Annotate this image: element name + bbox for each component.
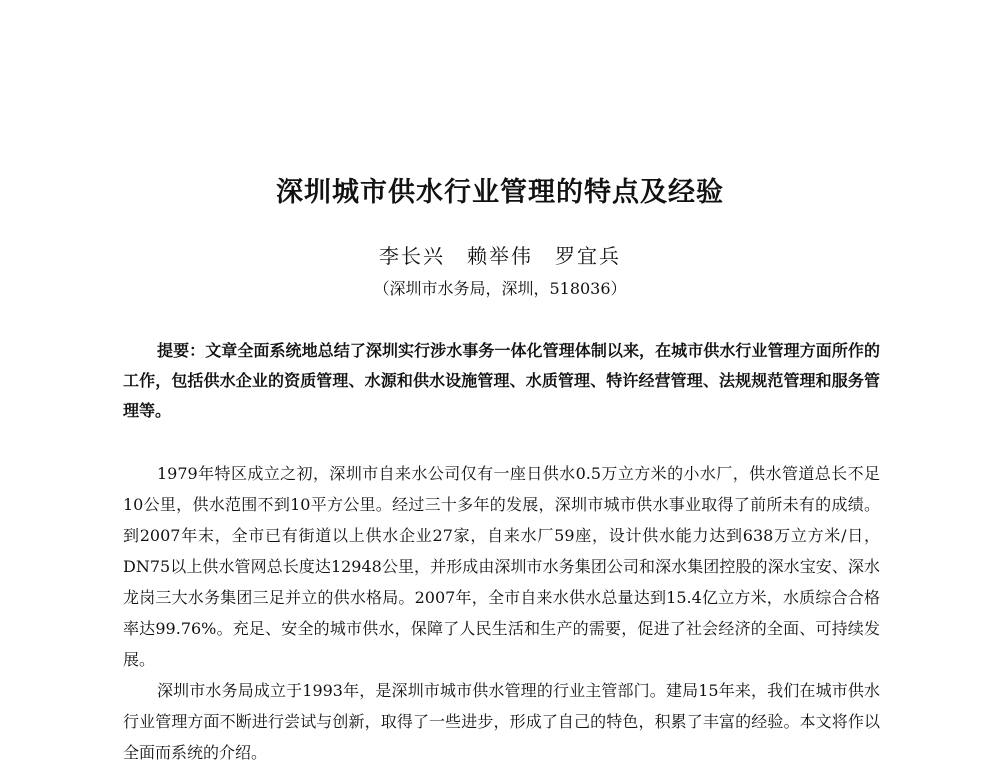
author-list: 李长兴 赖举伟 罗宜兵 (379, 244, 621, 268)
author-affiliation: （深圳市水务局，深圳，518036） (373, 279, 627, 298)
body-paragraph: 1979年特区成立之初，深圳市自来水公司仅有一座日供水0.5万立方米的小水厂，供水管道总长不足10公里，供水范围不到10平方公里。经过三十多年的发展，深圳市城市供水事业取得了前所未有的成绩。到2007年末，全市已有街道以上供水企业27家，自来水厂59座，设计供水能力达到638万立方米/日，DN75以上供水管网总长度达12948公里，并形成由深圳市水务集团公司和深水集团控股的深水宝安、深水龙岗三大水务集团三足并立的供水格局。2007年，全市自来水供水总量达到15.4亿立方米，水质综合合格率达99.76%。充足、安全的城市供水，保障了人民生活和生产的需要，促进了社会经济的全面、可持续发展。 (123, 464, 880, 669)
abstract-label: 提要： (157, 341, 206, 360)
paper-title: 深圳城市供水行业管理的特点及经验 (276, 177, 724, 208)
body-paragraph: 深圳市水务局成立于1993年，是深圳市城市供水管理的行业主管部门。建局15年来，我们在城市供水行业管理方面不断进行尝试与创新，取得了一些进步，形成了自己的特色，积累了丰富的经验。本文将作以全面而系统的介绍。 (123, 681, 880, 762)
abstract-text: 文章全面系统地总结了深圳实行涉水事务一体化管理体制以来，在城市供水行业管理方面所作的工作，包括供水企业的资质管理、水源和供水设施管理、水质管理、特许经营管理、法规规范管理和服务管理等。 (123, 341, 880, 420)
body-text (123, 458, 880, 768)
abstract (123, 336, 880, 426)
